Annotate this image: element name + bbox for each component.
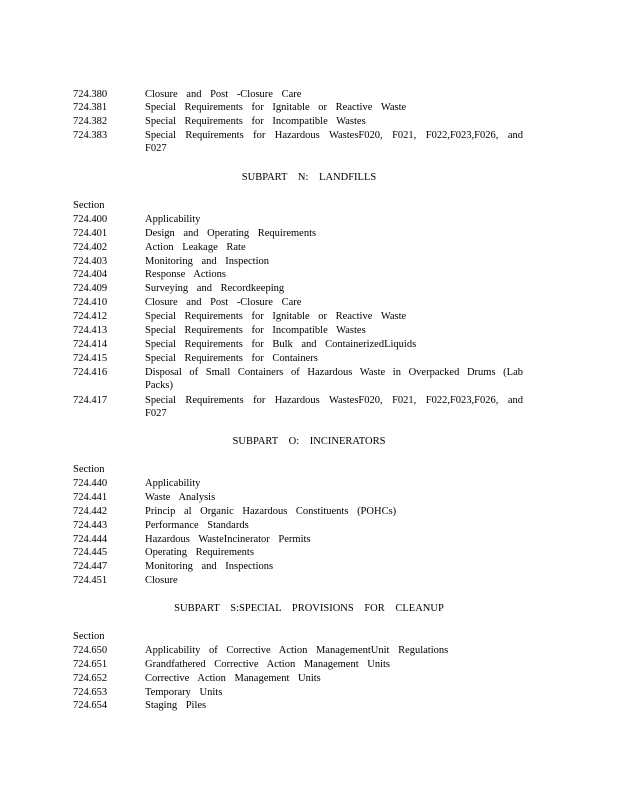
section-number: 724.414 (73, 339, 108, 350)
section-number: 724.410 (73, 297, 108, 308)
section-number: 724.451 (73, 575, 108, 586)
section-title: Surveying and Recordkeeping (145, 283, 285, 294)
section-title: Special Requirements for Ignitable or Reactive Waste (145, 102, 407, 113)
section-number: 724.412 (73, 311, 108, 322)
section-title: Operating Requirements (145, 547, 254, 558)
subpart-heading: SUBPART O: INCINERATORS (232, 436, 386, 447)
section-number: 724.654 (73, 700, 108, 711)
section-title: Performance Standards (145, 520, 249, 531)
section-number: 724.442 (73, 506, 108, 517)
section-title: Monitoring and Inspections (145, 561, 274, 572)
section-number: 724.653 (73, 687, 108, 698)
section-title: Closure (145, 575, 178, 586)
section-title: Staging Piles (145, 700, 207, 711)
section-number: 724.401 (73, 228, 108, 239)
section-number: 724.400 (73, 214, 108, 225)
section-number: 724.415 (73, 353, 108, 364)
section-number: 724.402 (73, 242, 108, 253)
section-title: Corrective Action Management Units (145, 673, 321, 684)
section-title: Waste Analysis (145, 492, 216, 503)
section-title: Monitoring and Inspection (145, 256, 269, 267)
section-number: 724.443 (73, 520, 108, 531)
section-number: 724.381 (73, 102, 108, 113)
section-title: Hazardous WasteIncinerator Permits (145, 534, 311, 545)
section-number: 724.409 (73, 283, 108, 294)
section-title: Design and Operating Requirements (145, 228, 317, 239)
section-title: Temporary Units (145, 687, 223, 698)
section-title: Special Requirements for Hazardous WastesF020, F021, F022,F023,F026, and (145, 130, 523, 141)
section-number: 724.445 (73, 547, 108, 558)
section-number: 724.447 (73, 561, 108, 572)
section-number: 724.440 (73, 478, 108, 489)
section-number: 724.403 (73, 256, 108, 267)
section-title: Special Requirements for Hazardous WastesF020, F021, F022,F023,F026, and (145, 395, 523, 406)
section-title: Special Requirements for Incompatible Wastes (145, 116, 366, 127)
section-column-label: Section (73, 200, 105, 211)
section-title: Special Requirements for Bulk and ContainerizedLiquids (145, 339, 417, 350)
subpart-heading: SUBPART N: LANDFILLS (241, 172, 377, 183)
section-number: 724.651 (73, 659, 108, 670)
section-title: Response Actions (145, 269, 226, 280)
section-title: Applicability of Corrective Action ManagementUnit Regulations (145, 645, 449, 656)
section-number: 724.382 (73, 116, 108, 127)
section-number: 724.444 (73, 534, 108, 545)
section-title: Closure and Post -Closure Care (145, 297, 302, 308)
section-title: Special Requirements for Ignitable or Reactive Waste (145, 311, 407, 322)
subpart-heading: SUBPART S:SPECIAL PROVISIONS FOR CLEANUP (174, 603, 444, 614)
section-number: 724.383 (73, 130, 108, 141)
section-number: 724.404 (73, 269, 108, 280)
section-title: Grandfathered Corrective Action Management Units (145, 659, 391, 670)
section-title: Closure and Post -Closure Care (145, 89, 302, 100)
section-title-continuation: F027 (145, 143, 167, 154)
section-column-label: Section (73, 464, 105, 475)
section-column-label: Section (73, 631, 105, 642)
section-title: Disposal of Small Containers of Hazardous Waste in Overpacked Drums (Lab (145, 367, 523, 378)
section-title-continuation: F027 (145, 408, 167, 419)
section-title: Action Leakage Rate (145, 242, 246, 253)
section-number: 724.652 (73, 673, 108, 684)
section-number: 724.650 (73, 645, 108, 656)
section-title: Special Requirements for Containers (145, 353, 318, 364)
section-number: 724.416 (73, 367, 108, 378)
section-title: Applicability (145, 478, 201, 489)
section-number: 724.417 (73, 395, 108, 406)
section-title-continuation: Packs) (145, 380, 173, 391)
section-number: 724.413 (73, 325, 108, 336)
section-title: Applicability (145, 214, 201, 225)
section-title: Princip al Organic Hazardous Constituents (POHCs) (145, 506, 397, 517)
section-number: 724.380 (73, 89, 108, 100)
section-title: Special Requirements for Incompatible Wastes (145, 325, 366, 336)
section-number: 724.441 (73, 492, 108, 503)
